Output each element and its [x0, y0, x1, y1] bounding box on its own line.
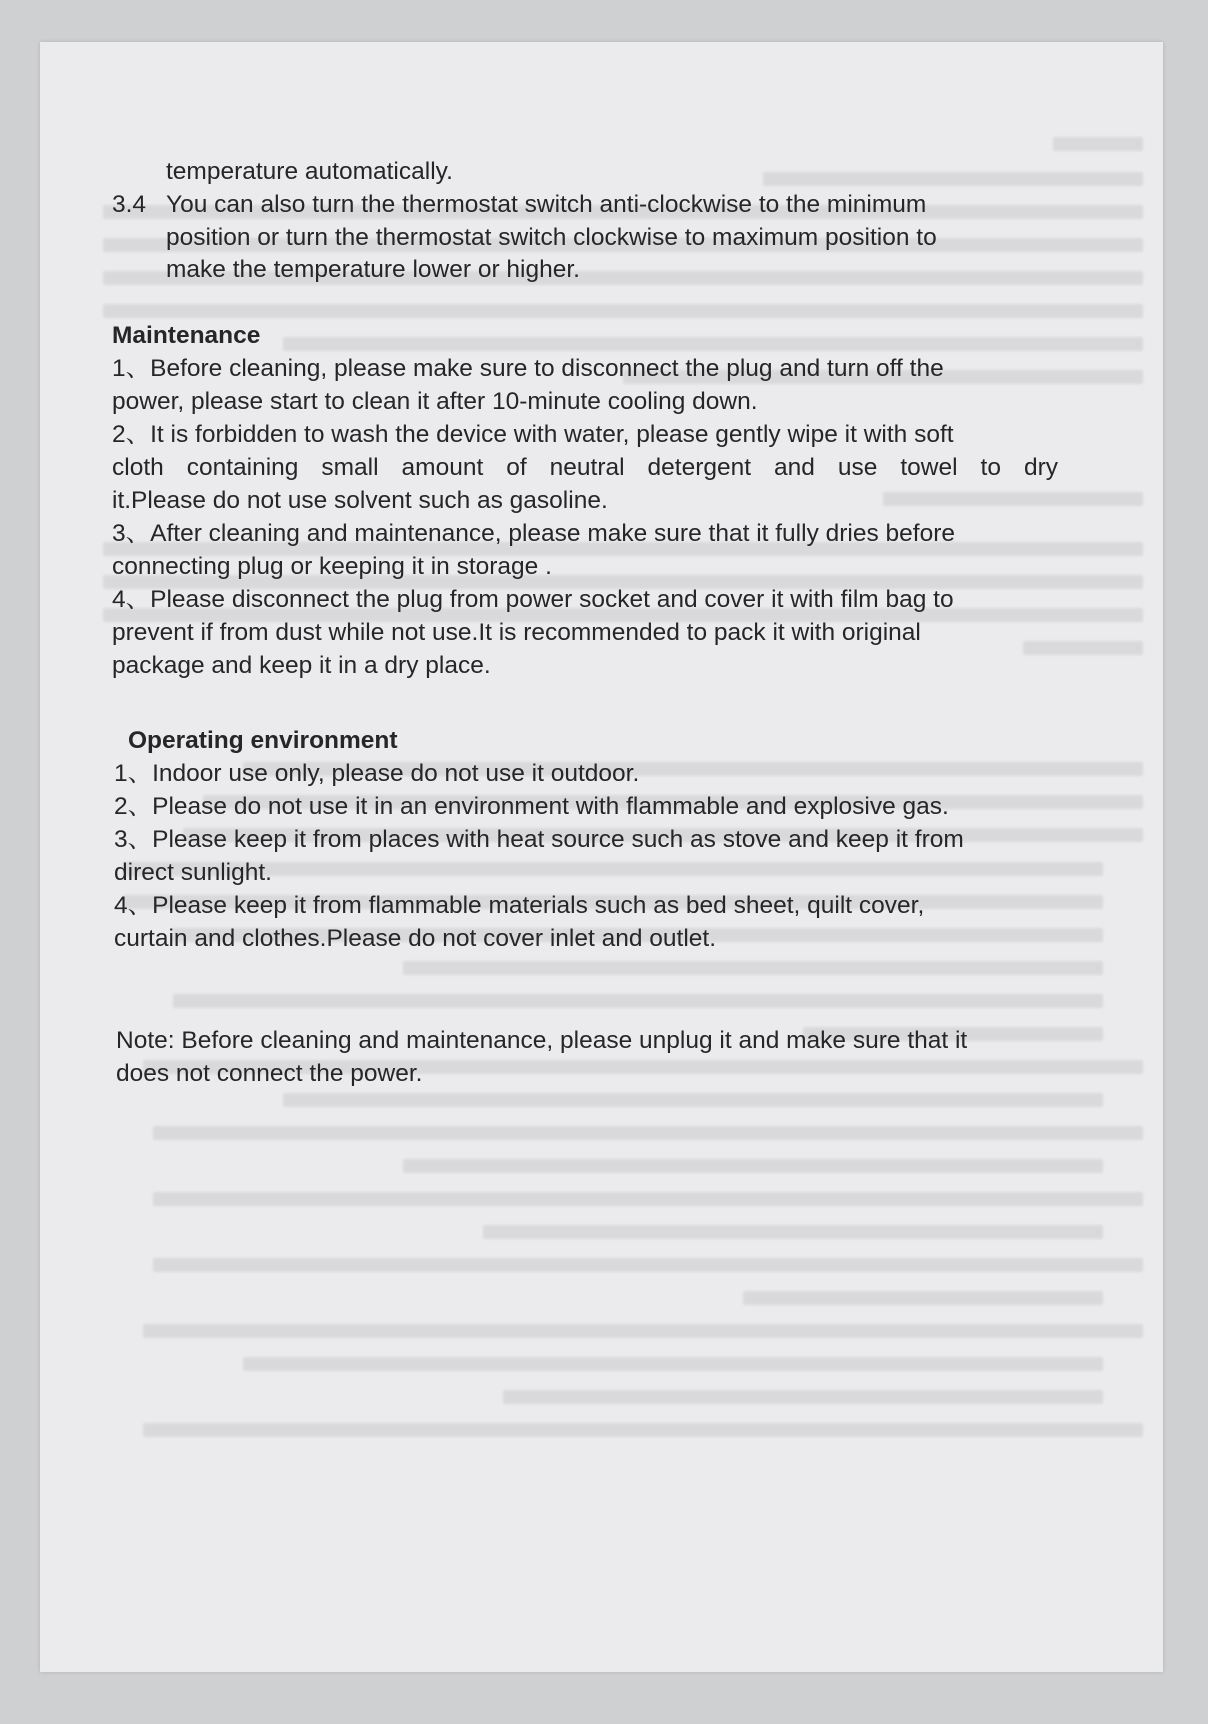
environment-item-line: 2、Please do not use it in an environment with flammable and explosive gas. — [114, 793, 949, 820]
environment-item-line: direct sunlight. — [114, 859, 272, 886]
environment-item-line: curtain and clothes.Please do not cover inlet and outlet. — [114, 925, 716, 952]
maintenance-item-line: prevent if from dust while not use.It is recommended to pack it with original — [112, 619, 921, 646]
maintenance-item-line: 2、It is forbidden to wash the device with water, please gently wipe it with soft — [112, 421, 954, 448]
environment-item-line: 1、Indoor use only, please do not use it outdoor. — [114, 760, 640, 787]
maintenance-item-line: package and keep it in a dry place. — [112, 652, 491, 679]
step-line: make the temperature lower or higher. — [166, 256, 580, 283]
continuation-line: temperature automatically. — [166, 158, 453, 185]
maintenance-item-line: 4、Please disconnect the plug from power socket and cover it with film bag to — [112, 586, 954, 613]
note-line: Note: Before cleaning and maintenance, please unplug it and make sure that it — [116, 1027, 968, 1054]
step-number: 3.4 — [112, 191, 147, 218]
note-line: does not connect the power. — [116, 1060, 423, 1087]
maintenance-item-line: 1、Before cleaning, please make sure to disconnect the plug and turn off the — [112, 355, 944, 382]
maintenance-item-line: power, please start to clean it after 10-minute cooling down. — [112, 388, 758, 415]
maintenance-item-line: it.Please do not use solvent such as gasoline. — [112, 487, 608, 514]
maintenance-heading: Maintenance — [112, 322, 261, 349]
environment-item-line: 4、Please keep it from flammable materials such as bed sheet, quilt cover, — [114, 892, 925, 919]
environment-item-line: 3、Please keep it from places with heat source such as stove and keep it from — [114, 826, 964, 853]
step-line: You can also turn the thermostat switch anti-clockwise to the minimum — [166, 191, 927, 218]
maintenance-item-line: 3、After cleaning and maintenance, please make sure that it fully dries before — [112, 520, 956, 547]
step-line: position or turn the thermostat switch clockwise to maximum position to — [166, 224, 937, 251]
maintenance-item-line: connecting plug or keeping it in storage . — [112, 553, 552, 580]
maintenance-item-line: cloth containing small amount of neutral detergent and use towel to dry — [112, 454, 1058, 481]
operating-environment-heading: Operating environment — [128, 727, 398, 754]
